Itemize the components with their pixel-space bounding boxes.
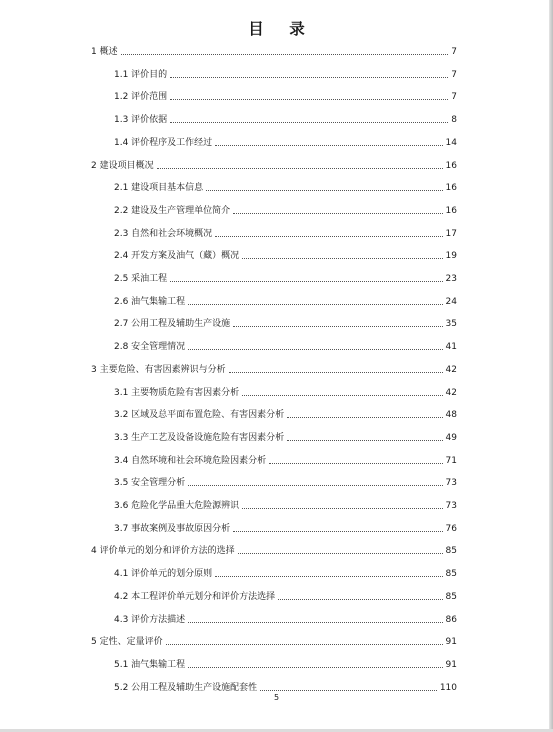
toc-dot-leader [188, 349, 442, 350]
toc-entry-page: 76 [445, 523, 457, 534]
toc-section-entry[interactable] [114, 678, 457, 694]
toc-section-entry[interactable] [114, 337, 457, 353]
toc-dot-leader [170, 281, 442, 282]
toc-section-entry[interactable] [114, 610, 457, 626]
toc-entry-page: 48 [445, 410, 457, 421]
toc-entry-title: 3.1 主要物质危险有害因素分析 [114, 387, 240, 398]
toc-dot-leader [121, 54, 449, 55]
toc-entry-page: 41 [445, 342, 457, 353]
toc-entry-page: 7 [451, 69, 457, 80]
toc-entry-page: 7 [451, 47, 457, 57]
toc-entry-page: 16 [445, 183, 457, 194]
toc-section-entry[interactable] [114, 87, 457, 103]
toc-entry-page: 7 [451, 92, 457, 103]
toc-entry-title: 4.2 本工程评价单元划分和评价方法选择 [114, 591, 276, 602]
toc-dot-leader [166, 644, 443, 645]
toc-dot-leader [287, 417, 442, 418]
toc-section-entry[interactable] [114, 178, 457, 194]
toc-entry-page: 49 [445, 432, 457, 443]
toc-section-entry[interactable] [114, 246, 457, 262]
toc-section-entry[interactable] [114, 201, 457, 217]
toc-dot-leader [238, 553, 443, 554]
toc-dot-leader [188, 485, 442, 486]
toc-entry-title: 1.2 评价范围 [114, 92, 168, 103]
toc-chapter-entry[interactable] [91, 541, 457, 557]
toc-entry-title: 2.5 采油工程 [114, 274, 168, 284]
toc-dot-leader [188, 622, 442, 623]
toc-section-entry[interactable] [114, 451, 457, 467]
toc-section-entry[interactable] [114, 224, 457, 240]
toc-section-entry[interactable] [114, 473, 457, 489]
toc-chapter-entry[interactable] [91, 632, 457, 648]
toc-dot-leader [188, 304, 442, 305]
toc-dot-leader [269, 463, 442, 464]
toc-entry-page: 85 [445, 546, 457, 557]
toc-dot-leader [157, 168, 443, 169]
toc-entry-title: 3 主要危险、有害因素辨识与分析 [91, 364, 226, 375]
toc-section-entry[interactable] [114, 496, 457, 512]
toc-entry-page: 16 [445, 205, 457, 216]
toc-section-entry[interactable] [114, 269, 457, 285]
toc-dot-leader [170, 77, 448, 78]
toc-entry-title: 2.8 安全管理情况 [114, 342, 186, 353]
toc-section-entry[interactable] [114, 110, 457, 126]
toc-section-entry[interactable] [114, 405, 457, 421]
toc-chapter-entry[interactable] [91, 156, 457, 172]
toc-section-entry[interactable] [114, 519, 457, 535]
toc-entry-title: 5.1 油气集输工程 [114, 659, 186, 670]
toc-section-entry[interactable] [114, 428, 457, 444]
toc-entry-title: 3.2 区域及总平面布置危险、有害因素分析 [114, 410, 285, 421]
toc-entry-title: 3.3 生产工艺及设备设施危险有害因素分析 [114, 432, 285, 443]
toc-entry-page: 42 [445, 387, 457, 398]
toc-entry-page: 91 [445, 659, 457, 670]
toc-section-entry[interactable] [114, 65, 457, 81]
toc-entry-title: 2.6 油气集输工程 [114, 296, 186, 307]
toc-entry-title: 4.1 评价单元的划分原则 [114, 569, 213, 580]
toc-entry-page: 91 [445, 637, 457, 648]
toc-dot-leader [215, 145, 442, 146]
toc-entry-page: 73 [445, 501, 457, 511]
toc-entry-title: 3.6 危险化学品重大危险源辨识 [114, 501, 240, 511]
toc-dot-leader [242, 508, 442, 509]
toc-entry-title: 2.7 公用工程及辅助生产设施 [114, 319, 231, 330]
toc-section-entry[interactable] [114, 564, 457, 580]
page-edge [549, 0, 553, 732]
toc-entry-title: 4.3 评价方法描述 [114, 614, 186, 625]
toc-entry-page: 85 [445, 569, 457, 580]
toc-dot-leader [170, 99, 448, 100]
toc-dot-leader [215, 236, 442, 237]
page-number: 5 [273, 693, 280, 702]
toc-entry-title: 2.1 建设项目基本信息 [114, 183, 204, 194]
toc-section-entry[interactable] [114, 655, 457, 671]
toc-entry-title: 5.2 公用工程及辅助生产设施配套性 [114, 682, 258, 693]
toc-entry-title: 1.4 评价程序及工作经过 [114, 137, 213, 148]
toc-dot-leader [233, 531, 442, 532]
toc-entry-page: 24 [445, 296, 457, 307]
toc-entry-title: 4 评价单元的划分和评价方法的选择 [91, 546, 235, 557]
toc-entry-title: 1 概述 [91, 47, 118, 57]
toc-dot-leader [278, 599, 442, 600]
toc-chapter-entry[interactable] [91, 42, 457, 58]
toc-entry-page: 86 [445, 614, 457, 625]
page-title: 目 录 [248, 20, 315, 38]
toc-dot-leader [229, 372, 443, 373]
toc-entry-page: 110 [439, 682, 457, 693]
toc-dot-leader [242, 258, 442, 259]
toc-entry-page: 8 [451, 115, 457, 126]
toc-dot-leader [260, 690, 437, 691]
toc-chapter-entry[interactable] [91, 360, 457, 376]
toc-dot-leader [188, 667, 442, 668]
toc-entry-page: 35 [445, 319, 457, 330]
toc-entry-page: 23 [445, 274, 457, 284]
toc-dot-leader [242, 395, 442, 396]
toc-section-entry[interactable] [114, 587, 457, 603]
toc-entry-page: 14 [445, 137, 457, 148]
toc-entry-page: 19 [445, 251, 457, 262]
toc-entry-page: 71 [445, 455, 457, 466]
toc-entry-page: 85 [445, 591, 457, 602]
toc-entry-title: 3.5 安全管理分析 [114, 478, 186, 489]
toc-section-entry[interactable] [114, 133, 457, 149]
toc-dot-leader [206, 190, 442, 191]
toc-entry-page: 73 [445, 478, 457, 489]
toc-section-entry[interactable] [114, 292, 457, 308]
toc-entry-title: 2.2 建设及生产管理单位简介 [114, 205, 231, 216]
toc-entry-page: 17 [445, 228, 457, 239]
toc-section-entry[interactable] [114, 314, 457, 330]
toc-entry-title: 3.4 自然环境和社会环境危险因素分析 [114, 455, 267, 466]
toc-dot-leader [287, 440, 442, 441]
toc-entry-title: 3.7 事故案例及事故原因分析 [114, 523, 231, 534]
toc-entry-title: 1.3 评价依据 [114, 115, 168, 126]
toc-entry-title: 1.1 评价目的 [114, 69, 168, 80]
toc-dot-leader [233, 213, 442, 214]
toc-section-entry[interactable] [114, 383, 457, 399]
toc-entry-title: 2.3 自然和社会环境概况 [114, 228, 213, 239]
toc-entry-title: 2 建设项目概况 [91, 160, 154, 171]
toc-dot-leader [233, 326, 442, 327]
toc-entry-page: 42 [445, 364, 457, 375]
toc-entry-page: 16 [445, 160, 457, 171]
toc-entry-title: 2.4 开发方案及油气（藏）概况 [114, 251, 240, 262]
toc-dot-leader [215, 576, 442, 577]
toc-entry-title: 5 定性、定量评价 [91, 637, 163, 648]
toc-dot-leader [170, 122, 448, 123]
